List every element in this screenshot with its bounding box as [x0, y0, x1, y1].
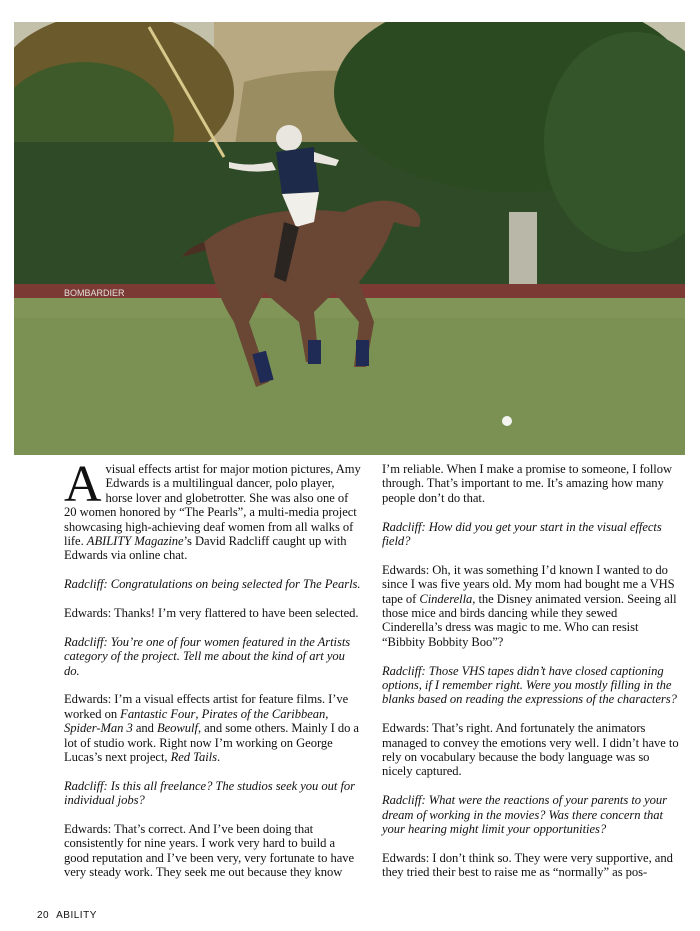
question-1: Radcliff: Congratulations on being selected for The Pearls.	[64, 577, 361, 592]
answer-2-and: and	[132, 721, 157, 736]
answer-2-mid: , and some others. Mainly I do a lot of studio work. Right now I’m working on George Lucas’s next project,	[64, 721, 359, 765]
answer-1: Edwards: Thanks! I’m very flattered to have been selected.	[64, 606, 359, 621]
answer-2-sep-1: ,	[195, 706, 202, 721]
magazine-title: ABILITY	[56, 910, 97, 921]
film-beowulf: Beowulf	[157, 721, 198, 736]
answer-4-lead: Edwards: Oh, it was something I’d known I wanted to do since I was five years old. My mom had bought me a VHS tape of	[382, 562, 675, 606]
page-footer	[37, 910, 104, 921]
question-5: Radcliff: Those VHS tapes didn’t have closed captioning options, if I remember right. Were you mostly filling in the blanks based on reading the expressions of the characters?	[382, 663, 677, 707]
film-pirates: Pirates of the Caribbean	[201, 706, 326, 721]
article-column-right	[382, 462, 680, 894]
answer-3: Edwards: That’s correct. And I’ve been doing that consistently for nine years. I work very hard to build a good reputation and I’ve been very, very fortunate to have very steady work. They seek me out because they know	[64, 822, 355, 880]
article-column-left	[64, 456, 362, 894]
film-spider-man: Spider-Man 3	[64, 721, 133, 736]
answer-4	[382, 563, 680, 649]
magazine-name: ABILITY Magazine	[86, 534, 184, 549]
film-cinderella: Cinderella	[419, 591, 473, 606]
answer-2	[64, 692, 362, 764]
intro-text: visual effects artist for major motion pictures, Amy Edwards is a multilingual dancer, polo player, horse lover and globetrotter. She was also one of 20 women honored by “The Pearls”, a multi-media project showcasing high-achieving deaf women from all walks of life.	[64, 462, 361, 549]
drop-cap: A	[64, 456, 102, 513]
answer-3-continued: I’m reliable. When I make a promise to someone, I follow through. That’s important to me. It’s amazing how many people don’t do that.	[382, 462, 673, 505]
answer-2-sep-2: ,	[325, 706, 329, 721]
intro-paragraph	[64, 456, 362, 563]
film-fantastic-four: Fantastic Four	[120, 706, 196, 721]
answer-4-tail: , the Disney animated version. Seeing all those mice and birds dancing while they sewed Cinderella’s dress was magic to me. Who can resist “Bibbity Bobbity Boo”?	[382, 591, 677, 649]
answer-2-end: .	[216, 750, 221, 765]
question-2: Radcliff: You’re one of four women featured in the Artists category of the project. Tell me about the kind of art you do.	[64, 634, 351, 678]
answer-5: Edwards: That’s right. And fortunately the animators managed to convey the emotions very well. I didn’t have to rely on vocabulary because the body language was so nicely captured.	[382, 721, 679, 779]
question-4: Radcliff: How did you get your start in the visual effects field?	[382, 519, 662, 549]
answer-2-lead: Edwards: I’m a visual effects artist for feature films. I’ve worked on	[64, 692, 349, 721]
question-6: Radcliff: What were the reactions of your parents to your dream of working in the movies? Was there concern that your hearing might limit your opportunities?	[382, 793, 668, 837]
polo-player-illustration	[14, 22, 685, 455]
hero-photo	[14, 22, 685, 455]
intro-tail: ’s David Radcliff caught up with Edwards via online chat.	[64, 534, 347, 563]
banner-text-1: BOMBARDIER	[64, 288, 125, 298]
answer-6: Edwards: I don’t think so. They were very supportive, and they tried their best to raise me as “normally” as pos-	[382, 850, 673, 880]
question-3: Radcliff: Is this all freelance? The studios seek you out for individual jobs?	[64, 778, 355, 808]
film-red-tails: Red Tails	[170, 750, 217, 765]
page-number: 20	[37, 910, 50, 921]
